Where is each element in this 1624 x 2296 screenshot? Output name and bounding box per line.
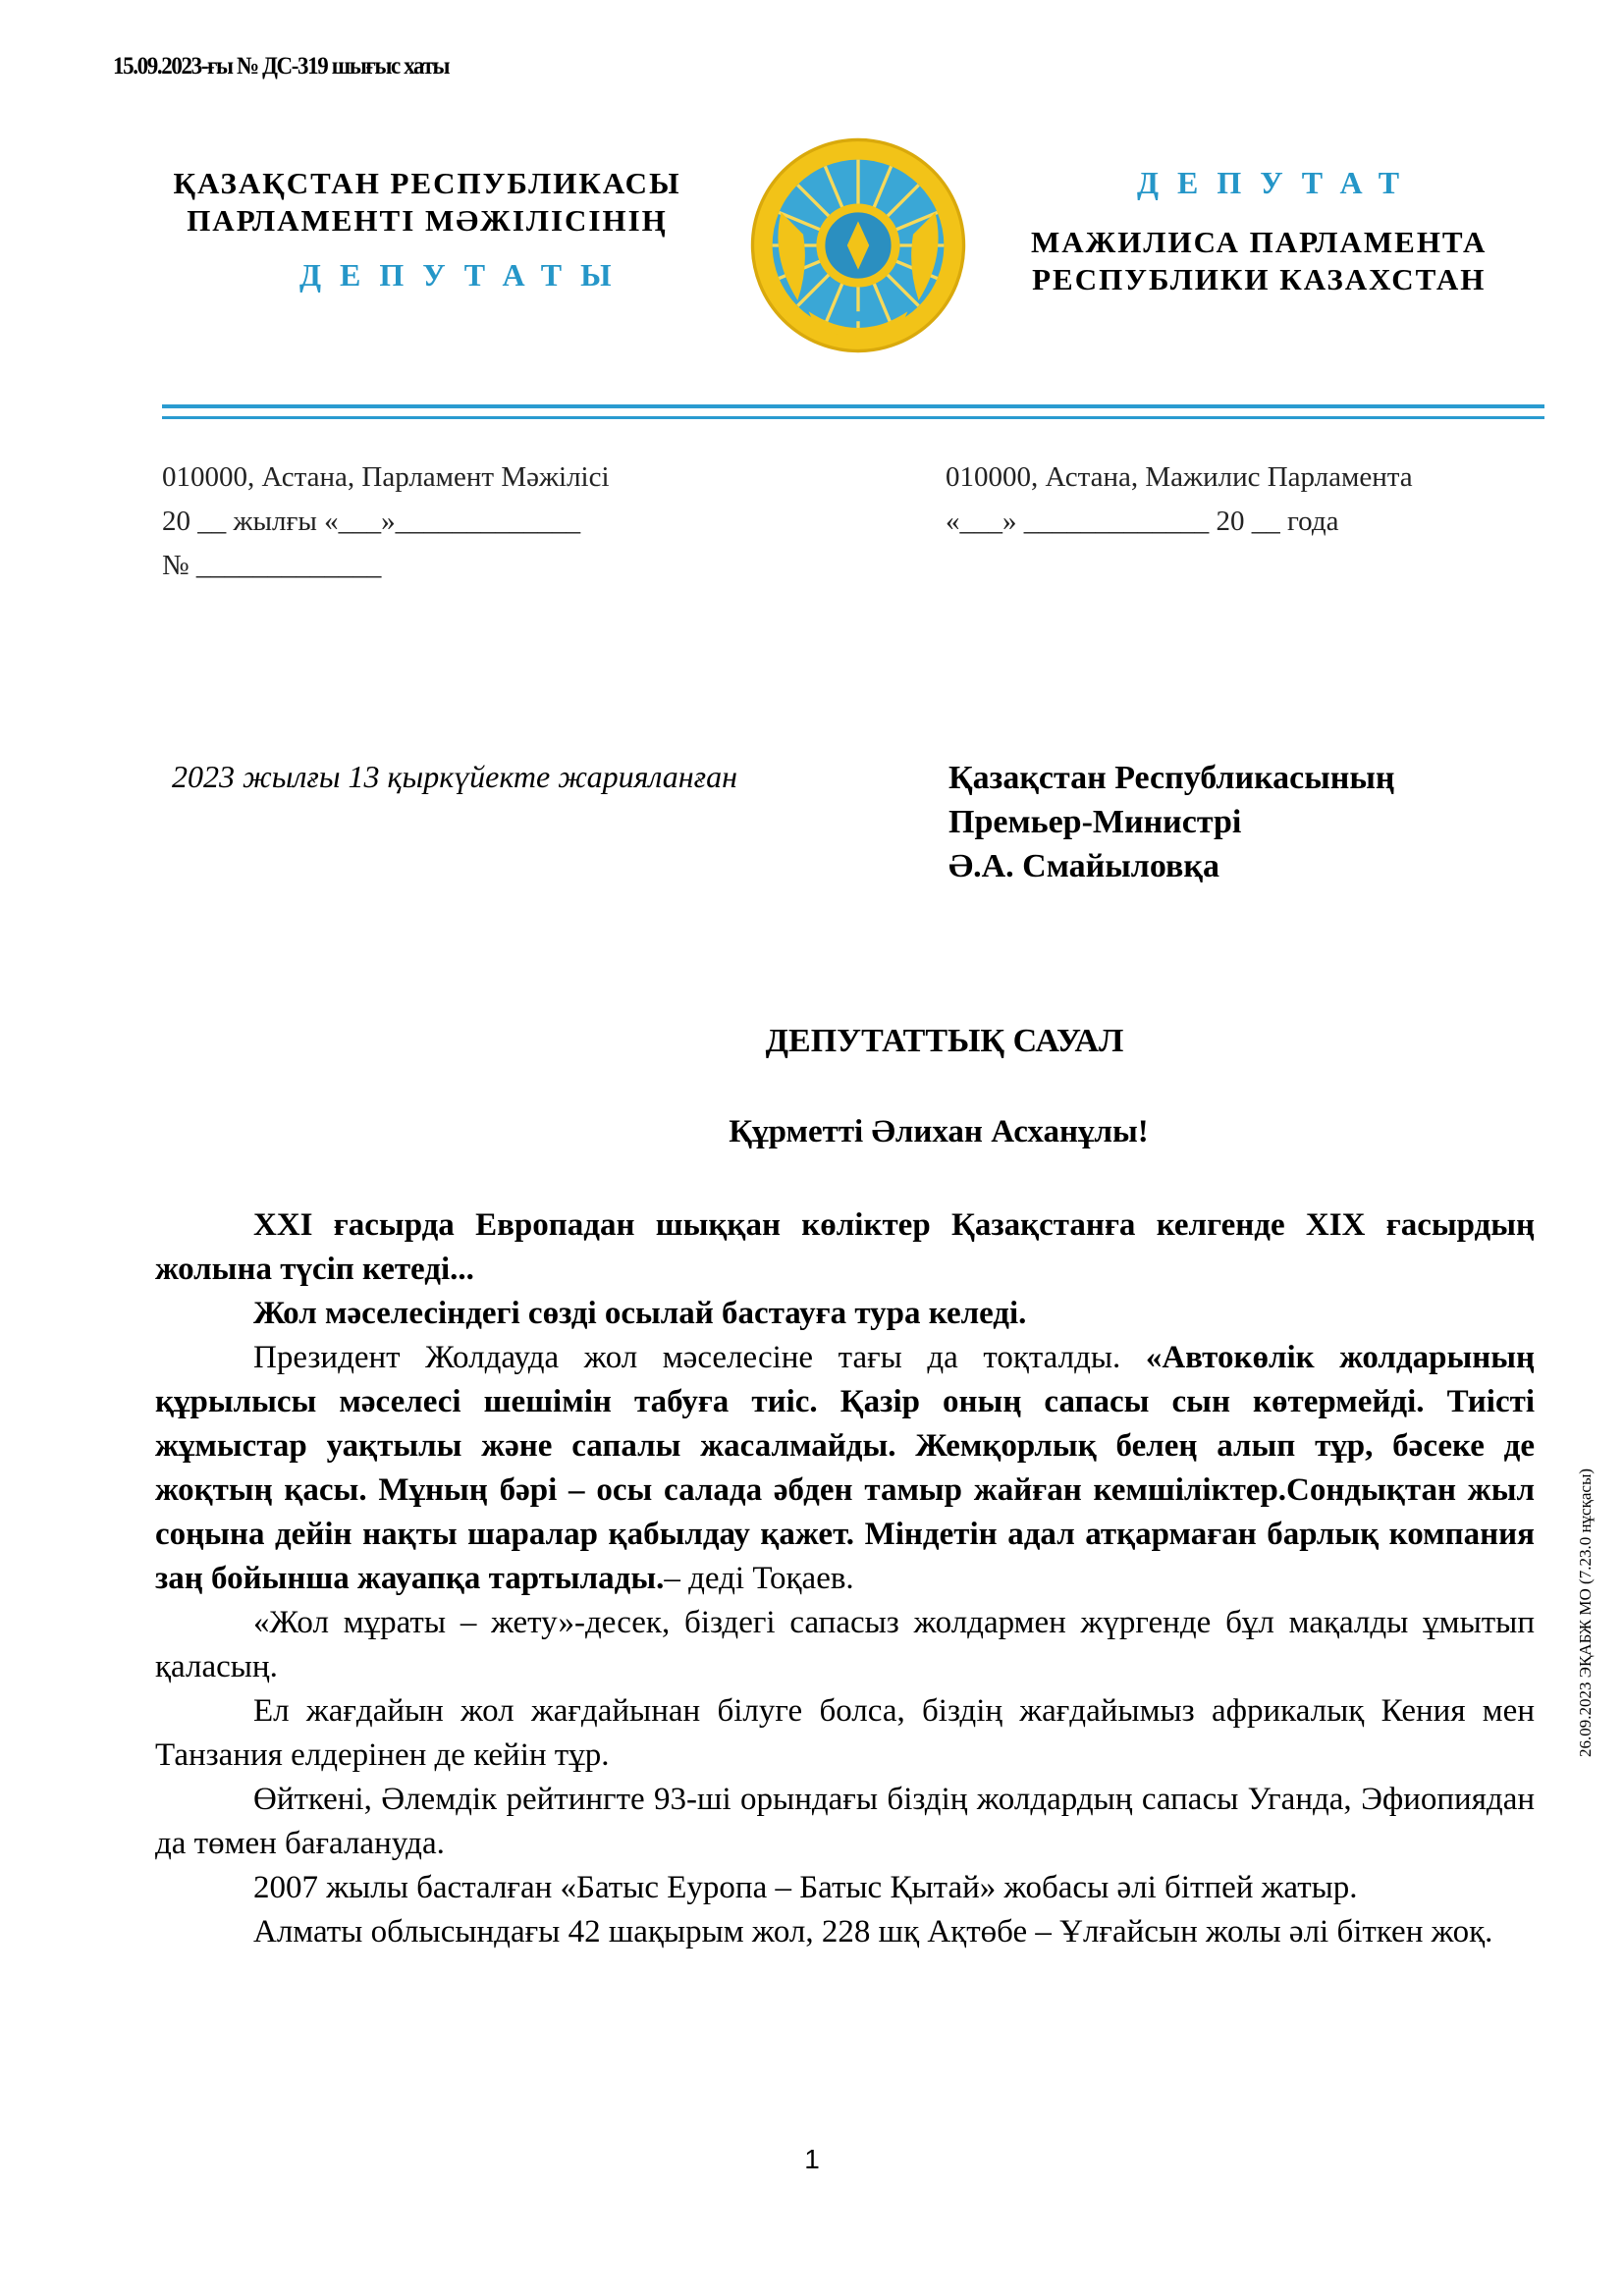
address-block-left — [162, 455, 610, 588]
recipient-line-1: Қазақстан Республикасының — [948, 760, 1395, 796]
letterhead-right-line-2: РЕСПУБЛИКИ КАЗАХСТАН — [1032, 262, 1487, 296]
body-paragraph-3-tail: – деді Тоқаев. — [664, 1561, 854, 1596]
document-title: ДЕПУТАТТЫҚ САУАЛ — [765, 1023, 1124, 1059]
address-left-line-1: 010000, Астана, Парламент Мәжілісі — [162, 461, 610, 493]
address-left-line-3: № _____________ — [162, 550, 382, 581]
address-right-line-1: 010000, Астана, Мажилис Парламента — [946, 461, 1413, 493]
page-number: 1 — [804, 2144, 820, 2174]
letter-body — [155, 1203, 1535, 1954]
recipient-line-3: Ә.А. Смайыловқа — [948, 848, 1219, 884]
greeting: Құрметті Әлихан Асханұлы! — [729, 1114, 1149, 1149]
letterhead-left — [147, 165, 707, 240]
letterhead-left-line-1: ҚАЗАҚСТАН РЕСПУБЛИКАСЫ — [173, 166, 681, 200]
address-block-right — [946, 455, 1413, 544]
letterhead-right-deputy: ДЕПУТАТ — [1137, 165, 1419, 200]
letterhead-left-deputy: ДЕПУТАТЫ — [299, 257, 630, 293]
body-paragraph-2: Жол мәселесіндегі сөзді осылай бастауға тура келеді. — [253, 1296, 1027, 1331]
president-quote: «Автокөлік жолдарының құрылысы мәселесі шешімін табуға тиіс. Қазір оның сапасы сын көтермейді. Тиісті жұмыстар уақтылы және сапалы жасалмайды. Жемқорлық белең алып тұр, бәсеке де жоқтың қасы. Мұның бәрі – осы салада әбден тамыр жайған кемшіліктер.Сондықтан жыл соңына дейін нақты шаралар қабылдау қажет. Міндетін адал атқармаған барлық компания заң бойынша жауапқа тартылады. — [155, 1340, 1535, 1596]
state-emblem-icon — [748, 135, 968, 355]
body-paragraph-6: Өйткені, Әлемдік рейтингте 93-ші орындағы біздің жолдардың сапасы Уганда, Эфиопиядан да төмен бағалануда. — [155, 1782, 1535, 1861]
letterhead-divider-thin — [162, 416, 1544, 419]
outgoing-letter-reference: 15.09.2023-ғы № ДС-319 шығыс хаты — [113, 53, 450, 80]
letterhead-right — [1031, 224, 1487, 298]
recipient-block — [948, 756, 1395, 888]
publication-note: 2023 жылғы 13 қыркүйекте жарияланған — [172, 759, 738, 794]
body-paragraph-5: Ел жағдайын жол жағдайынан білуге болса, біздің жағдайымыз африкалық Кения мен Танзания елдерінен де кейін тұр. — [155, 1693, 1535, 1773]
address-right-line-2: «___» _____________ 20 __ года — [946, 506, 1339, 537]
body-paragraph-7: 2007 жылы басталған «Батыс Еуропа – Батыс Қытай» жобасы әлі бітпей жатыр. — [253, 1870, 1358, 1905]
body-paragraph-8: Алматы облысындағы 42 шақырым жол, 228 шқ Ақтөбе – Ұлғайсын жолы әлі біткен жоқ. — [253, 1914, 1493, 1949]
body-paragraph-3-lead: Президент Жолдауда жол мәселесіне тағы да тоқталды. — [253, 1340, 1121, 1375]
body-paragraph-3 — [155, 1336, 1535, 1601]
recipient-line-2: Премьер-Министрі — [948, 804, 1242, 840]
body-paragraph-1: XXI ғасырда Европадан шыққан көліктер Қазақстанға келгенде XIX ғасырдың жолына түсіп кетеді... — [155, 1207, 1535, 1287]
letterhead-right-line-1: МАЖИЛИСА ПАРЛАМЕНТА — [1031, 225, 1488, 259]
registration-stamp: 26.09.2023 ЭҚАБЖ МО (7.23.0 нұсқасы) — [1576, 1468, 1595, 1757]
address-left-line-2: 20 __ жылғы «___»_____________ — [162, 506, 581, 537]
body-paragraph-4: «Жол мұраты – жету»-десек, біздегі сапасыз жолдармен жүргенде бұл мақалды ұмытып қаласың. — [155, 1605, 1535, 1684]
letterhead-divider — [162, 404, 1544, 408]
letterhead-left-line-2: ПАРЛАМЕНТІ МӘЖІЛІСІНІҢ — [187, 203, 668, 238]
